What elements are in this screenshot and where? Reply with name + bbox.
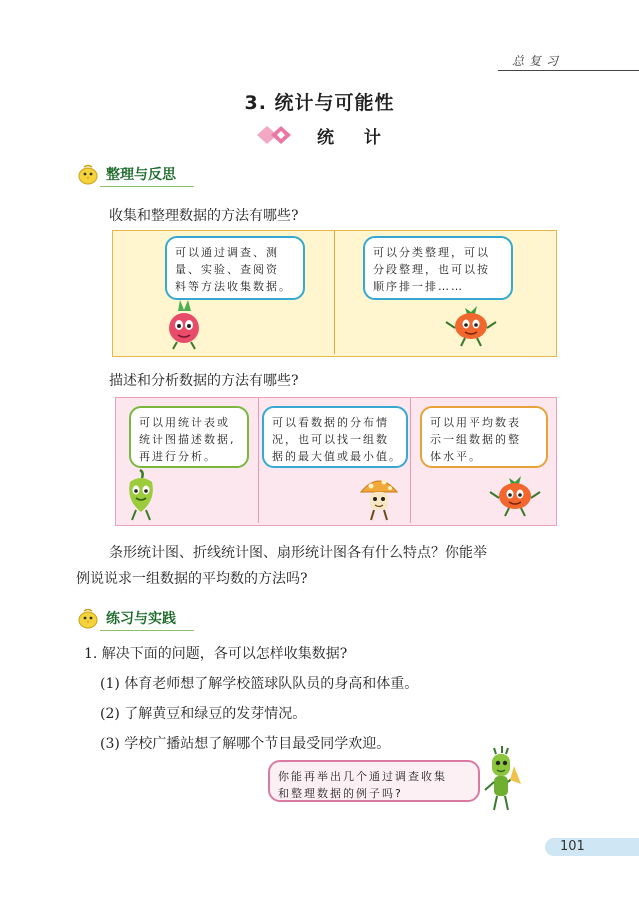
green-bean-character-icon [480, 744, 522, 814]
exercise-1-item: (1) 体育老师想了解学校篮球队队员的身高和体重。 [100, 676, 419, 692]
paragraph-line: 条形统计图、折线统计图、扇形统计图各有什么特点？你能举 [109, 545, 487, 561]
exercise-1-item: (3) 学校广播站想了解哪个节目最受同学欢迎。 [100, 736, 391, 752]
exercise-1-intro: 1. 解决下面的问题，各可以怎样收集数据? [84, 646, 348, 662]
question-collect-methods: 收集和整理数据的方法有哪些? [109, 208, 299, 224]
running-header: 总复习 [512, 54, 564, 68]
page-number: 101 [560, 839, 585, 854]
panel-divider [334, 231, 335, 354]
speech-bubble-organize: 可以分类整理，可以 分段整理，也可以按 顺序排一排…… [363, 236, 513, 300]
speech-bubble-average: 可以用平均数表 示一组数据的整 体水平。 [420, 406, 548, 468]
paragraph-line: 例说说求一组数据的平均数的方法吗? [76, 571, 308, 587]
mushroom-character-icon [357, 472, 401, 522]
double-diamond-icon [255, 124, 305, 146]
reflection-header [76, 162, 176, 186]
exercise-1-item: (2) 了解黄豆和绿豆的发芽情况。 [100, 706, 307, 722]
speech-bubble-distribution: 可以看数据的分布情 况，也可以找一组数 据的最大值或最小值。 [262, 406, 408, 468]
practice-label: 练习与实践 [106, 611, 176, 627]
chick-icon [76, 607, 100, 629]
section-heading [255, 122, 393, 148]
practice-header [76, 606, 176, 630]
chapter-title: 3. 统计与可能性 [244, 92, 395, 114]
speech-bubble-table-chart: 可以用统计表或 统计图描述数据, 再进行分析。 [129, 406, 249, 468]
reflection-label: 整理与反思 [106, 167, 176, 183]
question-paragraph [76, 540, 616, 592]
speech-bubble-more-examples: 你能再举出几个通过调查收集 和整理数据的例子吗? [268, 760, 480, 802]
panel-divider [410, 398, 411, 523]
practice-underline [100, 630, 194, 631]
tomato-character-icon [487, 472, 543, 518]
reflection-underline [100, 186, 194, 187]
speech-bubble-collect: 可以通过调查、测 量、实验、查阅资 料等方法收集数据。 [165, 236, 305, 300]
question-analyze-methods: 描述和分析数据的方法有哪些? [109, 373, 299, 389]
chick-icon [76, 163, 100, 185]
header-rule [498, 70, 639, 71]
radish-character-icon [158, 298, 210, 350]
tomato-character-icon [443, 302, 499, 348]
section-title: 统 计 [317, 127, 393, 148]
panel-divider [258, 398, 259, 523]
pepper-character-icon [116, 468, 166, 522]
